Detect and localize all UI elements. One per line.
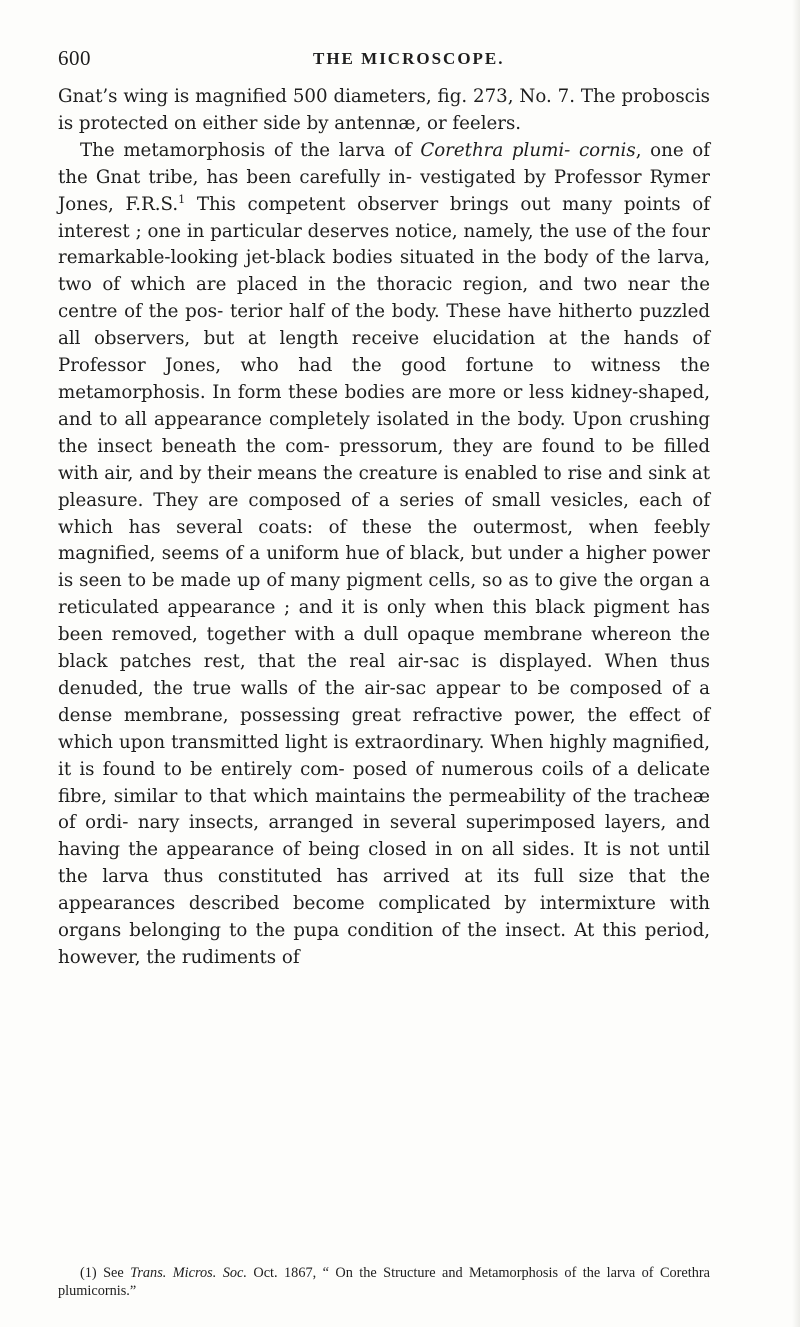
page-number: 600 xyxy=(58,46,91,70)
footnote-text: Oct. 1867, “ On the Structure and Metamorphosis of the larva of Corethra plumicornis.” xyxy=(58,1265,711,1299)
paragraph-2-text-c: This competent observer brings out many points of interest ; one in particular deserves notice, namely, the use of the four remarkable-looking jet-black bodies situated in the body of the larva, two of which are placed in the thoracic region, and two near the centre of the pos- terior half of the body. These have hitherto puzzled all observers, but at length receive elucidation at the hands of Professor Jones, who had the good fortune to witness the metamorphosis. In form these bodies are more or less kidney-shaped, and to all appearance completely isolated in the body. Upon crushing the insect beneath the com- pressorum, they are found to be filled with air, and by their means the creature is enabled to rise and sink at pleasure. They are composed of a series of small vesicles, each of which has several coats: of these the outermost, when feebly magnified, seems of a uniform hue of black, but under a higher power is seen to be made up of many pigment cells, so as to give the organ a reticulated appearance ; and it is only when this black pigment has been removed, together with a dull opaque membrane whereon the black patches rest, that the real air-sac is displayed. When thus denuded, the true walls of the air-sac appear to be composed of a dense membrane, possessing great refractive power, the effect of which upon transmitted light is extraordinary. When highly magnified, it is found to be entirely com- posed of numerous coils of a delicate fibre, similar to that which maintains the permeability of the tracheæ of ordi- nary insects, arranged in several superimposed layers, and having the appearance of being closed in on all sides. It is not until the larva thus constituted has arrived at its full size that the appearances described become complicated by intermixture with organs belonging to the pupa condition of the insect. At this period, however, the rudiments of xyxy=(58,193,710,968)
footnote-number: (1) xyxy=(80,1265,97,1281)
running-title: THE MICROSCOPE. xyxy=(313,49,505,68)
footnote-see: See xyxy=(96,1265,131,1281)
species-name: Corethra plumi- cornis xyxy=(420,139,636,161)
footnote xyxy=(58,1265,710,1300)
footnote-journal: Trans. Micros. Soc. xyxy=(130,1265,247,1281)
paragraph-2 xyxy=(58,138,710,972)
body-text xyxy=(58,84,710,972)
running-head xyxy=(58,46,708,76)
paragraph-2-text-b: , one of the Gnat tribe, has been carefully in- vestigated by Professor Rymer Jones, F.R.S. xyxy=(58,139,710,215)
footnote-marker: 1 xyxy=(178,192,186,206)
paragraph-2-text-a: The metamorphosis of the larva of xyxy=(80,139,421,161)
page-edge-shadow xyxy=(792,0,800,1327)
paragraph-1: Gnat’s wing is magnified 500 diameters, fig. 273, No. 7. The proboscis is protected on either side by antennæ, or feelers. xyxy=(58,86,710,134)
